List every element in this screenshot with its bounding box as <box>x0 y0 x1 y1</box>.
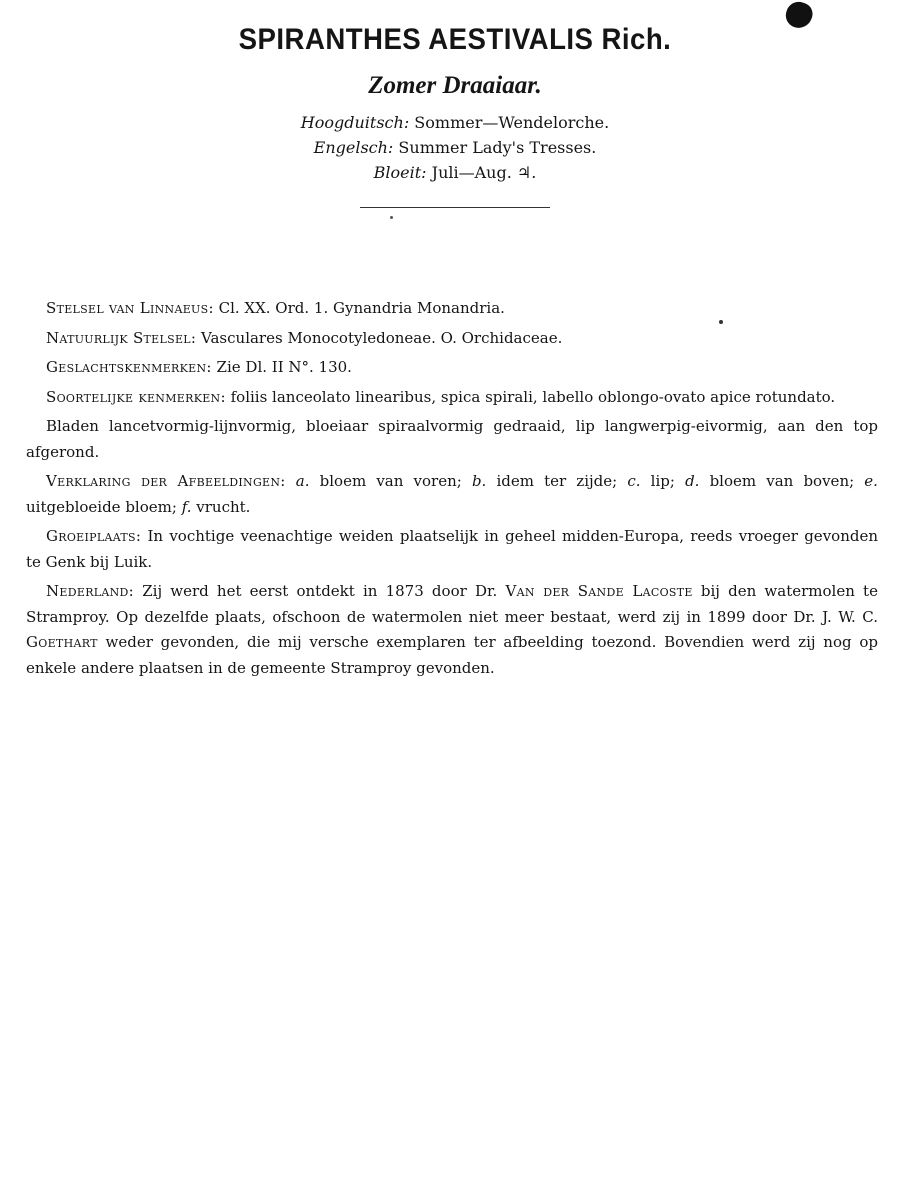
section-label: Groeiplaats: <box>46 527 142 545</box>
section-text: foliis lanceolato linearibus, spica spirali, labello oblongo-ovato apice rotundato. <box>230 387 836 406</box>
section-text: In vochtige veenachtige weiden plaatselijk in geheel midden-Europa, reeds vroeger gevonden te Genk bij Luik. <box>26 527 878 571</box>
linnaeus-system <box>26 296 878 322</box>
german-name: Sommer—Wendelorche. <box>414 113 610 132</box>
natural-system <box>26 326 878 352</box>
figure-text: lip; <box>650 472 675 490</box>
figure-text: bloem van boven; <box>709 472 855 490</box>
section-label: Stelsel van Linnaeus: <box>46 299 214 317</box>
species-title: SPIRANTHES AESTIVALIS Rich. <box>238 23 672 56</box>
section-text: Vasculares Monocotyledoneae. O. Orchidaceae. <box>201 328 563 347</box>
figure-key: e. <box>864 472 878 490</box>
section-text: Cl. XX. Ord. 1. Gynandria Monandria. <box>218 299 505 317</box>
english-name-line <box>0 135 910 160</box>
section-label: Natuurlijk Stelsel: <box>46 328 197 347</box>
dutch-name: Zomer Draaiaar. <box>368 72 542 99</box>
person-name: Van der Sande Lacoste <box>505 582 693 600</box>
figure-text: bloem van voren; <box>319 472 462 490</box>
figure-explanation <box>26 469 878 520</box>
common-names <box>0 110 910 185</box>
section-label: Nederland: <box>46 582 135 600</box>
section-text: Zie Dl. II N°. 130. <box>216 358 352 376</box>
flowering-period: Juli—Aug. ♃. <box>431 163 537 182</box>
german-name-line <box>0 110 910 135</box>
section-text: weder gevonden, die mij versche exemplaren ter afbeelding toezond. Bovendien werd zij nog op enkele andere plaatsen in de gemeente Stramproy gevonden. <box>26 633 878 677</box>
genus-characters <box>26 355 878 381</box>
habitat <box>26 524 878 575</box>
figure-key: f. <box>181 497 192 516</box>
section-label: Geslachtskenmerken: <box>46 358 212 376</box>
figure-key: c. <box>627 472 641 490</box>
section-label: Soortelijke kenmerken: <box>46 387 226 406</box>
ink-dot <box>390 216 393 219</box>
dutch-description <box>26 414 878 465</box>
section-label: Verklaring der Afbeeldingen: <box>46 472 286 490</box>
figure-text: uitgebloeide bloem; <box>26 497 177 516</box>
figure-key: a. <box>295 472 310 490</box>
divider-rule <box>360 207 550 208</box>
english-label: Engelsch: <box>313 138 394 157</box>
page-header <box>0 20 910 208</box>
section-text: Bladen lancetvormig-lijnvormig, bloeiaar spiraalvormig gedraaid, lip langwerpig-eivormig, aan den top afgerond. <box>26 417 878 461</box>
flowering-line <box>0 160 910 185</box>
flowering-label: Bloeit: <box>373 163 427 182</box>
netherlands-occurrence <box>26 579 878 681</box>
figure-text: idem ter zijde; <box>496 472 618 490</box>
figure-key: d. <box>685 472 700 490</box>
species-characters <box>26 385 878 411</box>
person-name: Goethart <box>26 633 98 651</box>
figure-key: b. <box>471 472 487 490</box>
german-label: Hoogduitsch: <box>300 113 410 132</box>
section-text: bij den watermolen te Stramproy. Op dezelfde plaats, ofschoon de watermolen niet meer bestaat, werd zij in 1899 door Dr. J. W. C. <box>26 582 878 626</box>
figure-text: vrucht. <box>196 497 251 516</box>
section-text: Zij werd het eerst ontdekt in 1873 door Dr. <box>142 582 498 600</box>
description-body <box>26 296 878 685</box>
english-name: Summer Lady's Tresses. <box>398 138 597 157</box>
